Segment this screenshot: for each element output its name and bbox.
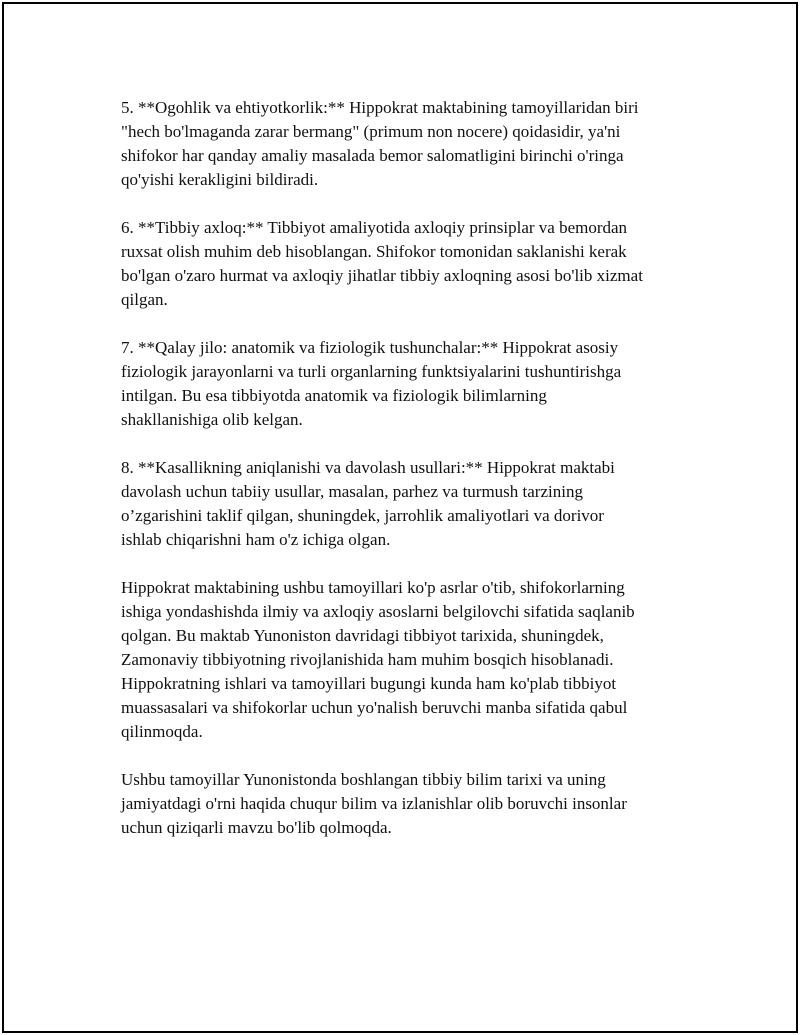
text-line: qilgan.: [121, 290, 168, 309]
text-line: Ushbu tamoyillar Yunonistonda boshlangan tibbiy bilim tarixi va uning: [121, 770, 606, 789]
paragraph-6-ethics: [121, 216, 693, 312]
text-line: qo'yishi kerakligini bildiradi.: [121, 170, 319, 189]
paragraph-summary: [121, 576, 693, 744]
text-line: Hippokratning ishlari va tamoyillari bugungi kunda ham ko'plab tibbiyot: [121, 674, 617, 693]
text-line: 8. **Kasallikning aniqlanishi va davolash usullari:** Hippokrat maktabi: [121, 458, 615, 477]
text-line: "hech bo'lmaganda zarar bermang" (primum non nocere) qoidasidir, ya'ni: [121, 122, 621, 141]
text-line: ishiga yondashishda ilmiy va axloqiy asoslarni belgilovchi sifatida saqlanib: [121, 602, 635, 621]
text-line: intilgan. Bu esa tibbiyotda anatomik va fiziologik bilimlarning: [121, 386, 547, 405]
text-line: ishlab chiqarishni ham o'z ichiga olgan.: [121, 530, 391, 549]
text-line: uchun qiziqarli mavzu bo'lib qolmoqda.: [121, 818, 392, 837]
text-line: o’zgarishini taklif qilgan, shuningdek, jarrohlik amaliyotlari va dorivor: [121, 506, 604, 525]
text-line: Hippokrat maktabining ushbu tamoyillari ko'p asrlar o'tib, shifokorlarning: [121, 578, 625, 597]
text-line: qilinmoqda.: [121, 722, 203, 741]
text-line: fiziologik jarayonlarni va turli organlarning funktsiyalarini tushuntirishga: [121, 362, 622, 381]
paragraph-7-anatomy: [121, 336, 693, 432]
document-body: [121, 96, 693, 864]
text-line: 5. **Ogohlik va ehtiyotkorlik:** Hippokrat maktabining tamoyillaridan biri: [121, 98, 639, 117]
paragraph-8-diagnosis: [121, 456, 693, 552]
text-line: qolgan. Bu maktab Yunoniston davridagi tibbiyot tarixida, shuningdek,: [121, 626, 604, 645]
text-line: shifokor har qanday amaliy masalada bemor salomatligini birinchi o'ringa: [121, 146, 624, 165]
paragraph-5-caution: [121, 96, 693, 192]
text-line: bo'lgan o'zaro hurmat va axloqiy jihatlar tibbiy axloqning asosi bo'lib xizmat: [121, 266, 643, 285]
text-line: jamiyatdagi o'rni haqida chuqur bilim va izlanishlar olib boruvchi insonlar: [121, 794, 627, 813]
paragraph-conclusion: [121, 768, 693, 840]
text-line: davolash uchun tabiiy usullar, masalan, parhez va turmush tarzining: [121, 482, 583, 501]
text-line: shakllanishiga olib kelgan.: [121, 410, 303, 429]
page-frame: [2, 2, 798, 1033]
text-line: 7. **Qalay jilo: anatomik va fiziologik tushunchalar:** Hippokrat asosiy: [121, 338, 619, 357]
text-line: ruxsat olish muhim deb hisoblangan. Shifokor tomonidan saklanishi kerak: [121, 242, 627, 261]
text-line: 6. **Tibbiy axloq:** Tibbiyot amaliyotida axloqiy prinsiplar va bemordan: [121, 218, 628, 237]
text-line: Zamonaviy tibbiyotning rivojlanishida ham muhim bosqich hisoblanadi.: [121, 650, 614, 669]
text-line: muassasalari va shifokorlar uchun yo'nalish beruvchi manba sifatida qabul: [121, 698, 628, 717]
